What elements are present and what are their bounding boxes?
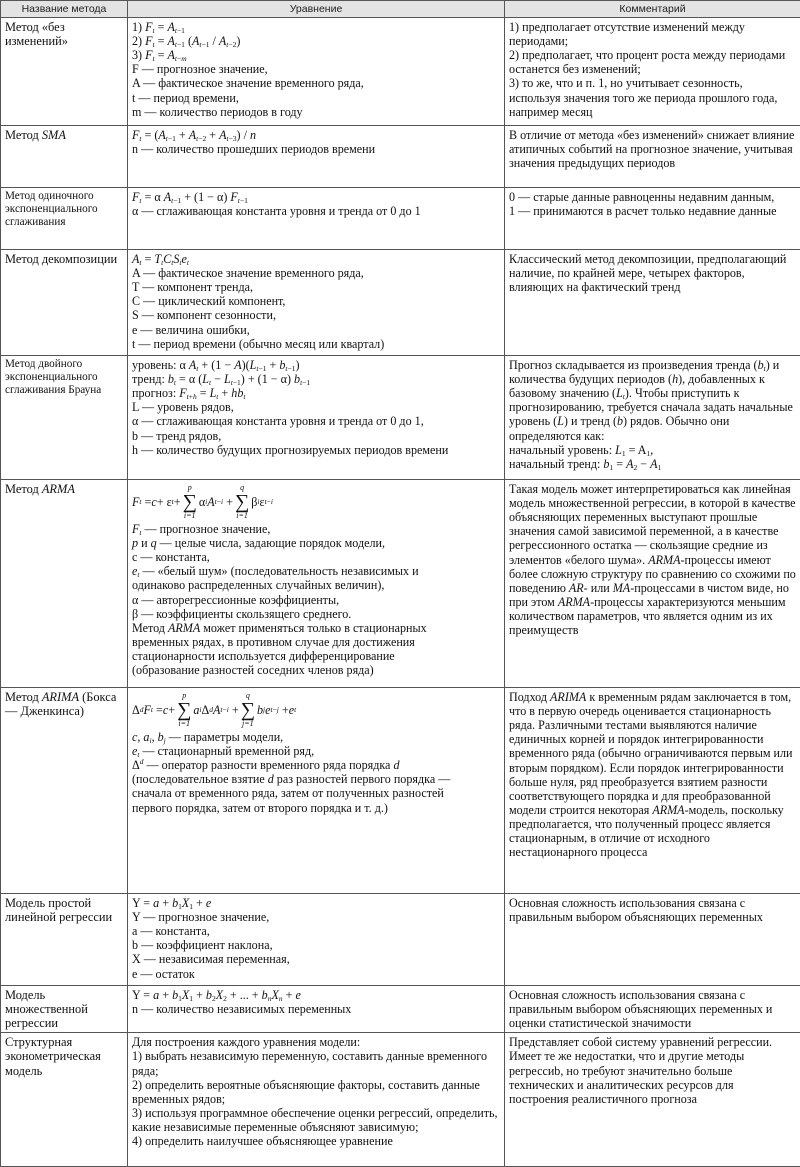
- equation-line: стационарности используется дифференцирование: [132, 649, 500, 663]
- comment-line: начальный тренд: $b_1 = A_2 - A_1$: [509, 457, 796, 471]
- comment-cell: [505, 986, 800, 1033]
- equation-line: (последовательное взятие d раз разностей первого порядка —: [132, 772, 500, 786]
- equation-line: $e_t$ — стационарный временной ряд,: [132, 744, 500, 758]
- sum-symbol: q ∑ j=1: [241, 691, 255, 729]
- equation-cell: [128, 894, 505, 986]
- table-row: [1, 356, 800, 480]
- equation-cell: [128, 480, 505, 688]
- equation-line: L — уровень рядов,: [132, 400, 500, 414]
- equation-cell: [128, 18, 505, 126]
- equation-line: первого порядка, затем от второго порядка и т. д.): [132, 801, 500, 815]
- equation-line: c — константа,: [132, 550, 500, 564]
- equation-cell: [128, 126, 505, 188]
- comment-cell: [505, 356, 800, 480]
- equation-line: Для построения каждого уравнения модели:: [132, 1035, 500, 1049]
- equation-line: Y — прогнозное значение,: [132, 910, 500, 924]
- comment-line: 1) предполагает отсутствие изменений между периодами;: [509, 20, 796, 48]
- equation-cell: [128, 986, 505, 1033]
- equation-line: e — остаток: [132, 967, 500, 981]
- equation-cell: [128, 356, 505, 480]
- equation-line: $Y = a + b_1X_1 + e$: [132, 896, 500, 910]
- equation-line: β — коэффициенты скользящего среднего.: [132, 607, 500, 621]
- equation-line: $A_t = T_tC_tS_te_t$: [132, 252, 500, 266]
- equation-line: α — сглаживающая константа уровня и тренда от 0 до 1: [132, 204, 500, 218]
- comment-line: Такая модель может интерпретироваться как линейная модель множественной регрессии, в которой в качестве объясняющих переменных выступают прошлые значения самой зависимой переменной, а в качестве регрессионного остатка — скользящие средние из элементов «белого шума». ARMA-процессы имеют более сложную структуру по сравнению со схожими по поведению AR- или MA-процессами в чистом виде, но при этом ARMA-процессы характеризуются меньшим количеством параметров, что является одним из их преимуществ: [509, 482, 796, 637]
- equation-line: 4) определить наилучшее объясняющее уравнение: [132, 1134, 500, 1148]
- comment-line: 1 — принимаются в расчет только недавние данные: [509, 204, 796, 218]
- comment-line: Основная сложность использования связана с правильным выбором объясняющих переменных и оценки статистической значимости: [509, 988, 796, 1030]
- equation-line: одинаково распределенных случайных величин),: [132, 578, 500, 592]
- method-name: Метод ARMA: [1, 480, 128, 688]
- table-row: [1, 480, 800, 688]
- equation-line: 3) используя программное обеспечение оценки регрессий, определить, какие независимые переменные объясняют зависимую;: [132, 1106, 500, 1134]
- method-name: Метод декомпозиции: [1, 250, 128, 356]
- equation-cell: [128, 250, 505, 356]
- equation-line: $e_t$ — «белый шум» (последовательность независимых и: [132, 564, 500, 578]
- equation-line: $F_t = (A_{t-1} + A_{t-2} + A_{t-3}) / n$: [132, 128, 500, 142]
- comment-cell: [505, 480, 800, 688]
- equation-line: C — циклический компонент,: [132, 294, 500, 308]
- equation-line: α — авторегрессионные коэффициенты,: [132, 593, 500, 607]
- table-row: [1, 894, 800, 986]
- equation-line: S — компонент сезонности,: [132, 308, 500, 322]
- header-row: [1, 1, 800, 18]
- equation-line: c, $a_i$, $b_j$ — параметры модели,: [132, 730, 500, 744]
- comment-cell: [505, 126, 800, 188]
- equation-line: $\Delta^d$ — оператор разности временного ряда порядка d: [132, 758, 500, 772]
- equation-line: $Y = a + b_1X_1 + b_2X_2$ + ... + $b_nX_n + e$: [132, 988, 500, 1002]
- arima-formula: Δ d F t = c + p ∑ i=1 a i Δ d A t−i + q ∑ j=1 b j e t−j + e t: [132, 690, 500, 730]
- equation-line: h — количество будущих прогнозируемых периодов времени: [132, 443, 500, 457]
- equation-line: α — сглаживающая константа уровня и тренда от 0 до 1,: [132, 414, 500, 428]
- table-row: [1, 986, 800, 1033]
- equation-line: e — величина ошибки,: [132, 323, 500, 337]
- table-row: [1, 188, 800, 250]
- method-name: Метод «без изменений»: [1, 18, 128, 126]
- comment-line: Прогноз складывается из произведения тренда $(b_t)$ и количества будущих периодов (h), добавленных к базовому значению $(L_t)$. Чтобы приступить к прогнозированию, требуется сначала задать начальные уровень (L) и тренд (b) рядов. Обычно они определяются как:: [509, 358, 796, 443]
- equation-line: $F_t$ — прогнозное значение,: [132, 522, 500, 536]
- equation-line: F — прогнозное значение,: [132, 62, 500, 76]
- equation-line: тренд: $b_t = \alpha$ $(L_t - L_{t-1}) + (1 - \alpha)$ $b_{t-1}$: [132, 372, 500, 386]
- table-row: [1, 250, 800, 356]
- comment-line: Подход ARIMA к временным рядам заключается в том, что в первую очередь оценивается стационарность ряда. Различными тестами выявляются наличие единичных корней и порядок интегрированности временного ряда (обычно ограничиваются первым или вторым порядком). Если порядок интегрированности больше нуля, ряд преобразуется взятием разности соответствующего порядка и для преобразованной модели строится некоторая ARMA-модель, поскольку предполагается, что полученный процесс является стационарным, в отличие от исходного нестационарного процесса: [509, 690, 796, 859]
- comment-cell: [505, 188, 800, 250]
- method-name: Метод ARIMA (Бокса — Дженкинса): [1, 688, 128, 894]
- equation-line: b — тренд рядов,: [132, 429, 500, 443]
- table-row: [1, 688, 800, 894]
- header-equation: Уравнение: [128, 1, 505, 18]
- equation-line: m — количество периодов в году: [132, 105, 500, 119]
- equation-line: (образование разностей соседних членов ряда): [132, 663, 500, 677]
- equation-line: X — независимая переменная,: [132, 952, 500, 966]
- equation-line: t — период времени,: [132, 91, 500, 105]
- equation-cell: [128, 188, 505, 250]
- equation-line: прогноз: $F_{t+h} = L_t + hb_t$: [132, 386, 500, 400]
- equation-line: n — количество независимых переменных: [132, 1002, 500, 1016]
- comment-line: начальный уровень: $L_1 = A_1$,: [509, 443, 796, 457]
- equation-line: n — количество прошедших периодов времени: [132, 142, 500, 156]
- table-row: [1, 1033, 800, 1167]
- equation-line: 1) $F_t = A_{t-1}$: [132, 20, 500, 34]
- comment-cell: [505, 250, 800, 356]
- comment-line: Классический метод декомпозиции, предполагающий наличие, по крайней мере, четырех факторов, влияющих на фактический тренд: [509, 252, 796, 294]
- equation-line: a — константа,: [132, 924, 500, 938]
- comment-line: В отличие от метода «без изменений» снижает влияние атипичных событий на прогнозное значение, учитывая значения предыдущих периодов: [509, 128, 796, 170]
- table-row: [1, 126, 800, 188]
- header-method-name: Название метода: [1, 1, 128, 18]
- equation-line: Метод ARMA может применяться только в стационарных: [132, 621, 500, 635]
- table-row: [1, 18, 800, 126]
- comment-line: 2) предполагает, что процент роста между периодами останется без изменений;: [509, 48, 796, 76]
- equation-line: сначала от временного ряда, затем от полученных разностей: [132, 786, 500, 800]
- comment-line: 0 — старые данные равноценны недавним данным,: [509, 190, 796, 204]
- equation-line: 2) определить вероятные объясняющие факторы, составить данные временных рядов;: [132, 1078, 500, 1106]
- method-name: Метод двойного экспоненциального сглаживания Брауна: [1, 356, 128, 480]
- sum-symbol: p ∑ i=1: [183, 483, 197, 521]
- equation-line: t — период времени (обычно месяц или квартал): [132, 337, 500, 351]
- method-name: Структурная эконометрическая модель: [1, 1033, 128, 1167]
- equation-line: A — фактическое значение временного ряда,: [132, 76, 500, 90]
- method-name: Метод одиночного экспоненциального сглаживания: [1, 188, 128, 250]
- equation-line: уровень: α $A_t + (1 - A)(L_{t-1} + b_{t-1})$: [132, 358, 500, 372]
- equation-line: 1) выбрать независимую переменную, составить данные временного ряда;: [132, 1049, 500, 1077]
- comment-cell: [505, 894, 800, 986]
- equation-line: b — коэффициент наклона,: [132, 938, 500, 952]
- equation-line: 3) $F_t = A_{t-m}$: [132, 48, 500, 62]
- equation-line: $F_t = \alpha$ $A_{t-1} + (1 - \alpha)$ $F_{t-1}$: [132, 190, 500, 204]
- equation-line: временных рядах, в противном случае для достижения: [132, 635, 500, 649]
- comment-line: Представляет собой систему уравнений регрессии. Имеет те же недостатки, что и другие методы регрессиb, но требуют значительно больше технических и аналитических ресурсов для построения реалистичного прогноза: [509, 1035, 796, 1105]
- equation-line: 2) $F_t = A_{t-1}$ $(A_{t-1} / A_{t-2})$: [132, 34, 500, 48]
- header-comment: Комментарий: [505, 1, 800, 18]
- comment-cell: [505, 18, 800, 126]
- equation-line: A — фактическое значение временного ряда,: [132, 266, 500, 280]
- method-name: Модель простой линейной регрессии: [1, 894, 128, 986]
- sum-symbol: q ∑ i=1: [235, 483, 249, 521]
- equation-line: T — компонент тренда,: [132, 280, 500, 294]
- equation-line: p и q — целые числа, задающие порядок модели,: [132, 536, 500, 550]
- equation-cell: [128, 1033, 505, 1167]
- comment-line: Основная сложность использования связана с правильным выбором объясняющих переменных: [509, 896, 796, 924]
- arma-formula: F t = c + ε t + p ∑ i=1 α i A t−i + q ∑ i=1 β i ε t−i: [132, 482, 500, 522]
- comment-line: 3) то же, что и п. 1, но учитывает сезонность, используя значения того же периода прошлого года, например месяц: [509, 76, 796, 118]
- comment-cell: [505, 1033, 800, 1167]
- method-name: Метод SMA: [1, 126, 128, 188]
- method-name: Модель множественной регрессии: [1, 986, 128, 1033]
- comment-cell: [505, 688, 800, 894]
- sum-symbol: p ∑ i=1: [177, 691, 191, 729]
- equation-cell: [128, 688, 505, 894]
